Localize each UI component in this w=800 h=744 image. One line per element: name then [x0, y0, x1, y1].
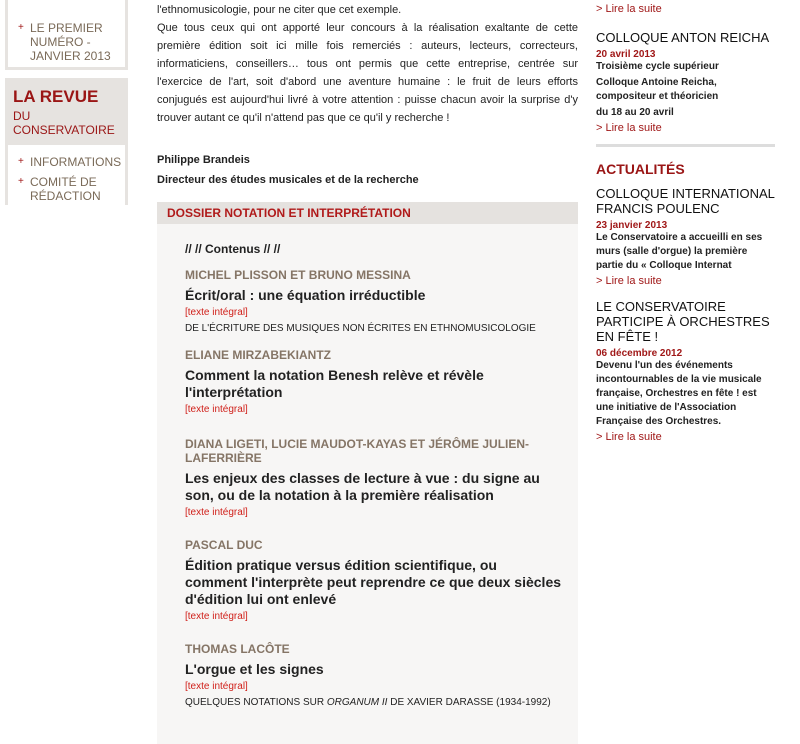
intro-paragraph-1: l'ethnomusicologie, pour ne citer que cet exemple.	[157, 4, 402, 16]
read-more-link[interactable]: > Lire la suite	[596, 275, 662, 287]
article-title[interactable]: Édition pratique versus édition scientifique, ou comment l'interprète peut reprendre ce que deux siècles d'édition lui ont enlevé	[185, 557, 562, 607]
article-title[interactable]: L'orgue et les signes	[185, 661, 324, 677]
event-line: du 18 au 20 avril	[596, 107, 674, 118]
article	[185, 642, 562, 708]
main-content	[157, 0, 578, 744]
news-text: Devenu l'un des événements incontournables de la vie musicale française, Orchestres en fête ! est une initiative de l'Association Française des Orchestres.	[596, 360, 762, 427]
event-line: Colloque Antoine Reicha, compositeur et théoricien	[596, 77, 719, 102]
news-heading: ACTUALITÉS	[596, 161, 685, 177]
full-text-link[interactable]: [texte intégral]	[185, 681, 248, 692]
full-text-link[interactable]: [texte intégral]	[185, 507, 248, 518]
article-author: MICHEL PLISSON ET BRUNO MESSINA	[185, 268, 411, 282]
read-more-link[interactable]: > Lire la suite	[596, 431, 662, 443]
revue-box	[5, 78, 128, 205]
article-title[interactable]: Comment la notation Benesh relève et révèle l'interprétation	[185, 367, 484, 400]
article	[185, 538, 562, 622]
article-author: PASCAL DUC	[185, 538, 263, 552]
news-text: Le Conservatoire a accueilli en ses murs (salle d'orgue) la première partie du « Colloque Internat	[596, 232, 763, 271]
full-text-link[interactable]: [texte intégral]	[185, 404, 248, 415]
signature-role: Directeur des études musicales et de la recherche	[157, 174, 419, 186]
article-title[interactable]: Les enjeux des classes de lecture à vue : du signe au son, ou de la notation à la première réalisation	[185, 470, 540, 503]
article	[185, 437, 562, 518]
full-text-link[interactable]: [texte intégral]	[185, 307, 248, 318]
article-author: DIANA LIGETI, LUCIE MAUDOT-KAYAS ET JÉRÔME JULIEN-LAFERRIÈRE	[185, 437, 530, 465]
event-date: 20 avril 2013	[596, 49, 656, 60]
read-more-link[interactable]: > Lire la suite	[596, 122, 662, 134]
article-title[interactable]: Écrit/oral : une équation irréductible	[185, 287, 426, 303]
article-subtitle: DE L'ÉCRITURE DES MUSIQUES NON ÉCRITES EN ETHNOMUSICOLOGIE	[185, 323, 536, 334]
event-line: Troisième cycle supérieur	[596, 61, 719, 72]
event-title[interactable]: COLLOQUE ANTON REICHA	[596, 30, 770, 45]
sidebar-item-informations[interactable]: + INFORMATIONS	[16, 155, 117, 169]
article	[185, 348, 562, 415]
news-date: 06 décembre 2012	[596, 348, 683, 359]
article	[185, 268, 562, 334]
sidebar-item-comite[interactable]: + COMITÉ DE RÉDACTION	[16, 175, 117, 203]
dossier-contents	[157, 224, 578, 744]
article-author: ELIANE MIRZABEKIANTZ	[185, 348, 331, 362]
article-author: THOMAS LACÔTE	[185, 642, 290, 656]
sidebar-item-first-issue[interactable]: + LE PREMIER NUMÉRO - JANVIER 2013	[16, 21, 117, 63]
read-more-link[interactable]: > Lire la suite	[596, 3, 662, 15]
news-date: 23 janvier 2013	[596, 220, 668, 231]
news-title[interactable]: COLLOQUE INTERNATIONAL FRANCIS POULENC	[596, 186, 775, 216]
revue-title: LA REVUE	[13, 87, 99, 106]
right-column	[596, 0, 775, 443]
dossier-heading: DOSSIER NOTATION ET INTERPRÉTATION	[157, 202, 578, 224]
revue-subtitle: DU CONSERVATOIRE	[13, 109, 115, 137]
divider	[596, 144, 775, 147]
signature-name: Philippe Brandeis	[157, 154, 250, 166]
article-subtitle: QUELQUES NOTATIONS SUR ORGANUM II DE XAVIER DARASSE (1934-1992)	[185, 697, 551, 708]
intro-paragraph-2: Que tous ceux qui ont apporté leur concours à la réalisation exaltante de cette première édition soit ici mille fois remerciés : auteurs, lecteurs, correcteurs, informaticiens, conseillers… tous ont permis que cette entreprise, centrée sur l'exercice de l'art, soit d'abord une aventure humaine : le fruit de leurs efforts conjugués est aujourd'hui livré à votre attention : puisse chacun avoir la surprise d'y trouver autant ce qu'il n'attend pas que ce qu'il y recherche !	[157, 22, 578, 124]
contents-label: // // Contenus // //	[185, 242, 281, 256]
news-title[interactable]: LE CONSERVATOIRE PARTICIPE À ORCHESTRES EN FÊTE !	[596, 299, 770, 344]
issue-box	[5, 0, 128, 70]
full-text-link[interactable]: [texte intégral]	[185, 611, 248, 622]
